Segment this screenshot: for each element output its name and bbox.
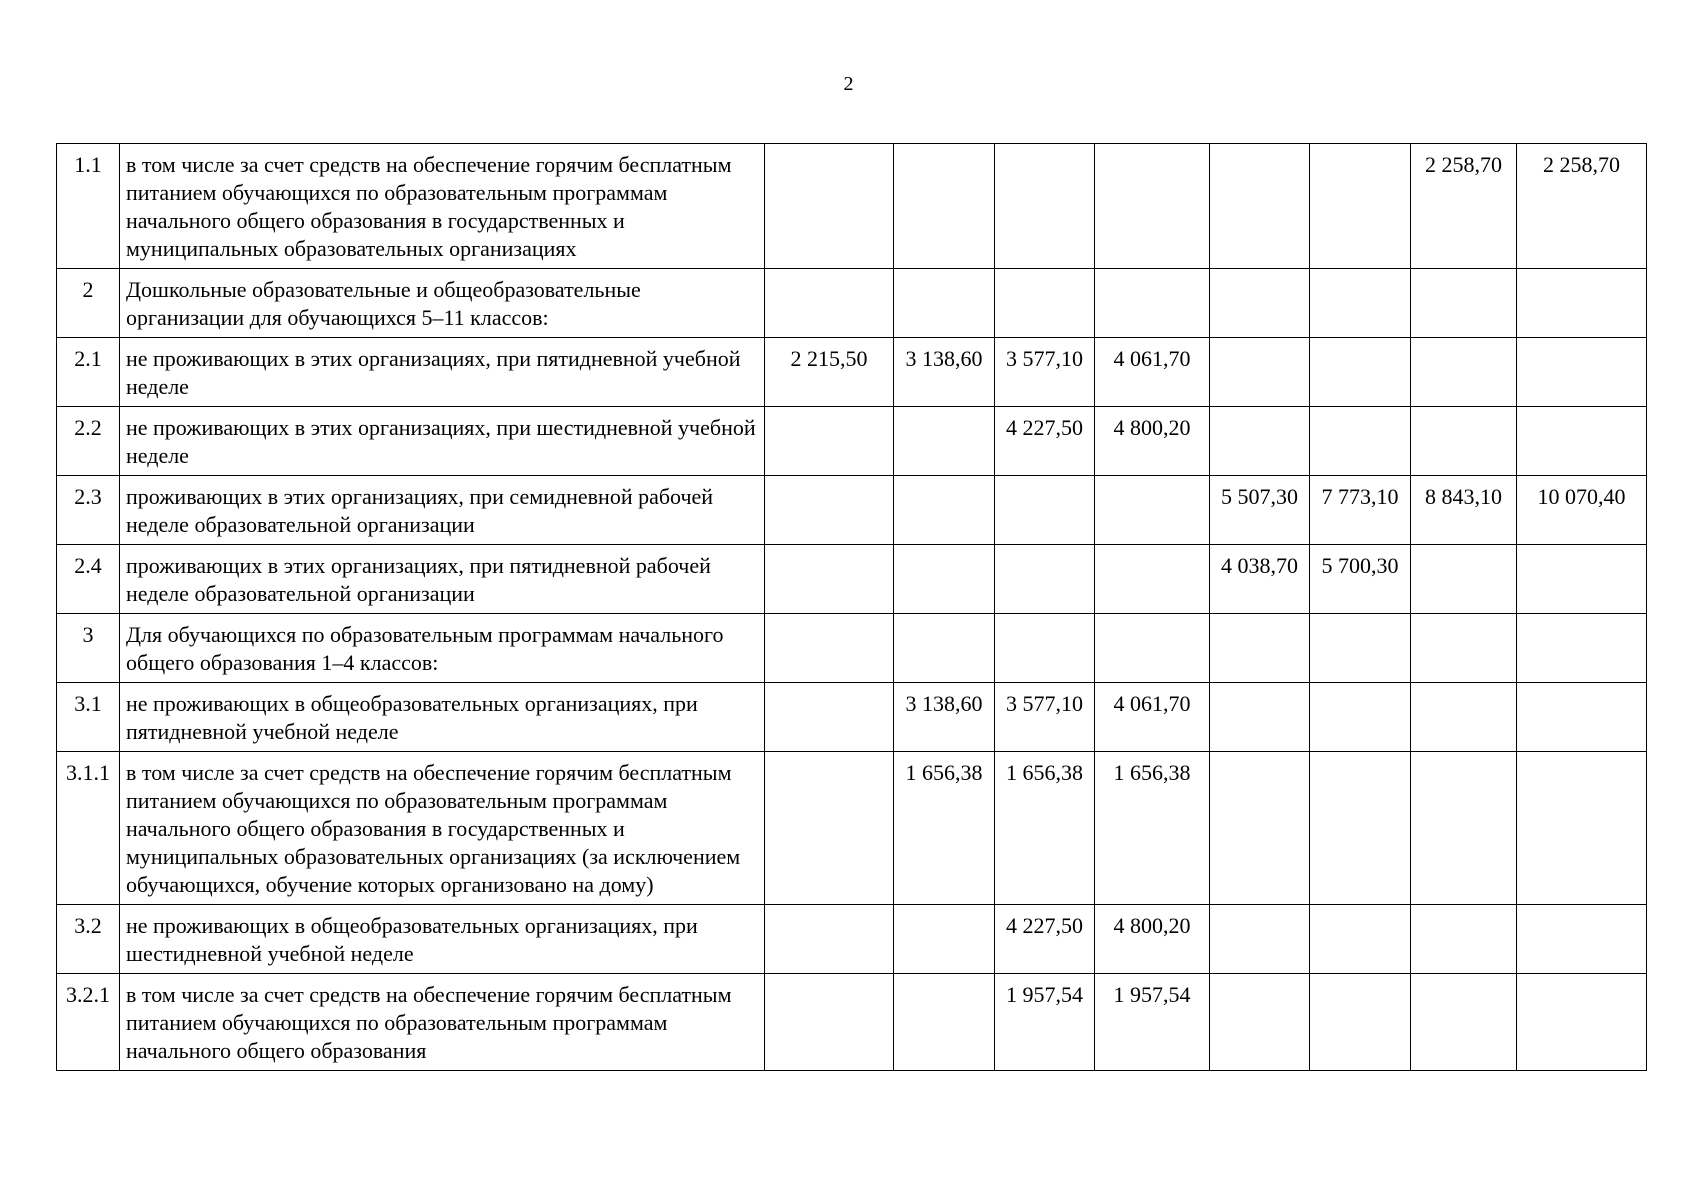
table-row bbox=[57, 269, 1647, 338]
value-cell-col-4: 4 061,70 bbox=[1095, 338, 1210, 407]
row-number-cell: 2 bbox=[57, 269, 120, 338]
row-description-cell: проживающих в этих организациях, при пятидневной рабочей неделе образовательной организации bbox=[120, 545, 765, 614]
value-cell-col-1 bbox=[765, 905, 894, 974]
value-cell-col-1 bbox=[765, 974, 894, 1071]
value-cell-col-5 bbox=[1210, 269, 1310, 338]
value-cell-col-7 bbox=[1411, 338, 1517, 407]
value-cell-col-8: 10 070,40 bbox=[1517, 476, 1647, 545]
row-description-cell: не проживающих в этих организациях, при шестидневной учебной неделе bbox=[120, 407, 765, 476]
value-cell-col-5 bbox=[1210, 144, 1310, 269]
value-cell-col-6 bbox=[1310, 407, 1411, 476]
value-cell-col-4 bbox=[1095, 476, 1210, 545]
value-cell-col-5: 4 038,70 bbox=[1210, 545, 1310, 614]
value-cell-col-2 bbox=[894, 407, 995, 476]
value-cell-col-8 bbox=[1517, 683, 1647, 752]
row-number-cell: 2.4 bbox=[57, 545, 120, 614]
value-cell-col-7 bbox=[1411, 614, 1517, 683]
row-number-cell: 3 bbox=[57, 614, 120, 683]
value-cell-col-3: 3 577,10 bbox=[995, 683, 1095, 752]
row-number-cell: 3.2.1 bbox=[57, 974, 120, 1071]
value-cell-col-5 bbox=[1210, 974, 1310, 1071]
row-number-cell: 2.3 bbox=[57, 476, 120, 545]
value-cell-col-6 bbox=[1310, 905, 1411, 974]
value-cell-col-1 bbox=[765, 752, 894, 905]
value-cell-col-2 bbox=[894, 974, 995, 1071]
value-cell-col-3: 4 227,50 bbox=[995, 905, 1095, 974]
value-cell-col-1: 2 215,50 bbox=[765, 338, 894, 407]
page-number: 2 bbox=[843, 73, 854, 95]
value-cell-col-3 bbox=[995, 144, 1095, 269]
value-cell-col-1 bbox=[765, 545, 894, 614]
value-cell-col-4 bbox=[1095, 545, 1210, 614]
value-cell-col-6 bbox=[1310, 144, 1411, 269]
value-cell-col-5 bbox=[1210, 683, 1310, 752]
value-cell-col-7 bbox=[1411, 269, 1517, 338]
value-cell-col-1 bbox=[765, 144, 894, 269]
row-number-cell: 3.1 bbox=[57, 683, 120, 752]
value-cell-col-4: 4 800,20 bbox=[1095, 905, 1210, 974]
value-cell-col-6: 7 773,10 bbox=[1310, 476, 1411, 545]
value-cell-col-2: 3 138,60 bbox=[894, 683, 995, 752]
value-cell-col-4 bbox=[1095, 144, 1210, 269]
value-cell-col-3 bbox=[995, 614, 1095, 683]
value-cell-col-3: 1 656,38 bbox=[995, 752, 1095, 905]
value-cell-col-1 bbox=[765, 407, 894, 476]
row-number-cell: 3.1.1 bbox=[57, 752, 120, 905]
value-cell-col-6 bbox=[1310, 614, 1411, 683]
value-cell-col-2: 1 656,38 bbox=[894, 752, 995, 905]
row-description-cell: не проживающих в общеобразовательных организациях, при пятидневной учебной неделе bbox=[120, 683, 765, 752]
value-cell-col-2 bbox=[894, 545, 995, 614]
value-cell-col-7 bbox=[1411, 683, 1517, 752]
value-cell-col-7 bbox=[1411, 752, 1517, 905]
value-cell-col-8 bbox=[1517, 407, 1647, 476]
value-cell-col-7: 8 843,10 bbox=[1411, 476, 1517, 545]
value-cell-col-6 bbox=[1310, 752, 1411, 905]
row-number-cell: 2.1 bbox=[57, 338, 120, 407]
value-cell-col-4: 4 061,70 bbox=[1095, 683, 1210, 752]
table-row bbox=[57, 545, 1647, 614]
value-cell-col-2 bbox=[894, 269, 995, 338]
value-cell-col-3: 1 957,54 bbox=[995, 974, 1095, 1071]
value-cell-col-8: 2 258,70 bbox=[1517, 144, 1647, 269]
row-number-cell: 3.2 bbox=[57, 905, 120, 974]
table-row bbox=[57, 614, 1647, 683]
row-number-cell: 1.1 bbox=[57, 144, 120, 269]
value-cell-col-1 bbox=[765, 614, 894, 683]
row-number-cell: 2.2 bbox=[57, 407, 120, 476]
value-cell-col-3: 4 227,50 bbox=[995, 407, 1095, 476]
value-cell-col-6 bbox=[1310, 269, 1411, 338]
value-cell-col-4 bbox=[1095, 269, 1210, 338]
value-cell-col-3 bbox=[995, 545, 1095, 614]
value-cell-col-1 bbox=[765, 269, 894, 338]
value-cell-col-5 bbox=[1210, 338, 1310, 407]
rates-table bbox=[56, 143, 1647, 1071]
value-cell-col-8 bbox=[1517, 614, 1647, 683]
value-cell-col-4 bbox=[1095, 614, 1210, 683]
value-cell-col-8 bbox=[1517, 338, 1647, 407]
row-description-cell: в том числе за счет средств на обеспечение горячим бесплатным питанием обучающихся по образовательным программам начального общего образования bbox=[120, 974, 765, 1071]
table-body bbox=[57, 144, 1647, 1071]
value-cell-col-5: 5 507,30 bbox=[1210, 476, 1310, 545]
value-cell-col-1 bbox=[765, 683, 894, 752]
value-cell-col-8 bbox=[1517, 905, 1647, 974]
row-description-cell: Для обучающихся по образовательным программам начального общего образования 1–4 классов: bbox=[120, 614, 765, 683]
value-cell-col-7 bbox=[1411, 974, 1517, 1071]
value-cell-col-4: 1 957,54 bbox=[1095, 974, 1210, 1071]
table-row bbox=[57, 974, 1647, 1071]
value-cell-col-3 bbox=[995, 476, 1095, 545]
row-description-cell: в том числе за счет средств на обеспечение горячим бесплатным питанием обучающихся по образовательным программам начального общего образования в государственных и муниципальных образовательных организациях bbox=[120, 144, 765, 269]
table-row bbox=[57, 338, 1647, 407]
value-cell-col-7: 2 258,70 bbox=[1411, 144, 1517, 269]
value-cell-col-2 bbox=[894, 905, 995, 974]
table-row bbox=[57, 752, 1647, 905]
value-cell-col-1 bbox=[765, 476, 894, 545]
value-cell-col-8 bbox=[1517, 752, 1647, 905]
value-cell-col-5 bbox=[1210, 752, 1310, 905]
value-cell-col-8 bbox=[1517, 974, 1647, 1071]
value-cell-col-3: 3 577,10 bbox=[995, 338, 1095, 407]
table-row bbox=[57, 144, 1647, 269]
value-cell-col-8 bbox=[1517, 545, 1647, 614]
value-cell-col-2 bbox=[894, 144, 995, 269]
value-cell-col-3 bbox=[995, 269, 1095, 338]
value-cell-col-2 bbox=[894, 614, 995, 683]
value-cell-col-5 bbox=[1210, 905, 1310, 974]
value-cell-col-8 bbox=[1517, 269, 1647, 338]
value-cell-col-2: 3 138,60 bbox=[894, 338, 995, 407]
row-description-cell: Дошкольные образовательные и общеобразовательные организации для обучающихся 5–11 классов: bbox=[120, 269, 765, 338]
row-description-cell: не проживающих в общеобразовательных организациях, при шестидневной учебной неделе bbox=[120, 905, 765, 974]
value-cell-col-6 bbox=[1310, 974, 1411, 1071]
value-cell-col-5 bbox=[1210, 614, 1310, 683]
value-cell-col-6: 5 700,30 bbox=[1310, 545, 1411, 614]
value-cell-col-2 bbox=[894, 476, 995, 545]
table-row bbox=[57, 683, 1647, 752]
value-cell-col-6 bbox=[1310, 338, 1411, 407]
row-description-cell: не проживающих в этих организациях, при пятидневной учебной неделе bbox=[120, 338, 765, 407]
value-cell-col-4: 4 800,20 bbox=[1095, 407, 1210, 476]
value-cell-col-5 bbox=[1210, 407, 1310, 476]
value-cell-col-6 bbox=[1310, 683, 1411, 752]
value-cell-col-7 bbox=[1411, 407, 1517, 476]
value-cell-col-7 bbox=[1411, 905, 1517, 974]
table-row bbox=[57, 476, 1647, 545]
row-description-cell: в том числе за счет средств на обеспечение горячим бесплатным питанием обучающихся по образовательным программам начального общего образования в государственных и муниципальных образовательных организациях (за исключением обучающихся, обучение которых организовано на дому) bbox=[120, 752, 765, 905]
table-row bbox=[57, 407, 1647, 476]
row-description-cell: проживающих в этих организациях, при семидневной рабочей неделе образовательной организации bbox=[120, 476, 765, 545]
value-cell-col-4: 1 656,38 bbox=[1095, 752, 1210, 905]
table-row bbox=[57, 905, 1647, 974]
value-cell-col-7 bbox=[1411, 545, 1517, 614]
